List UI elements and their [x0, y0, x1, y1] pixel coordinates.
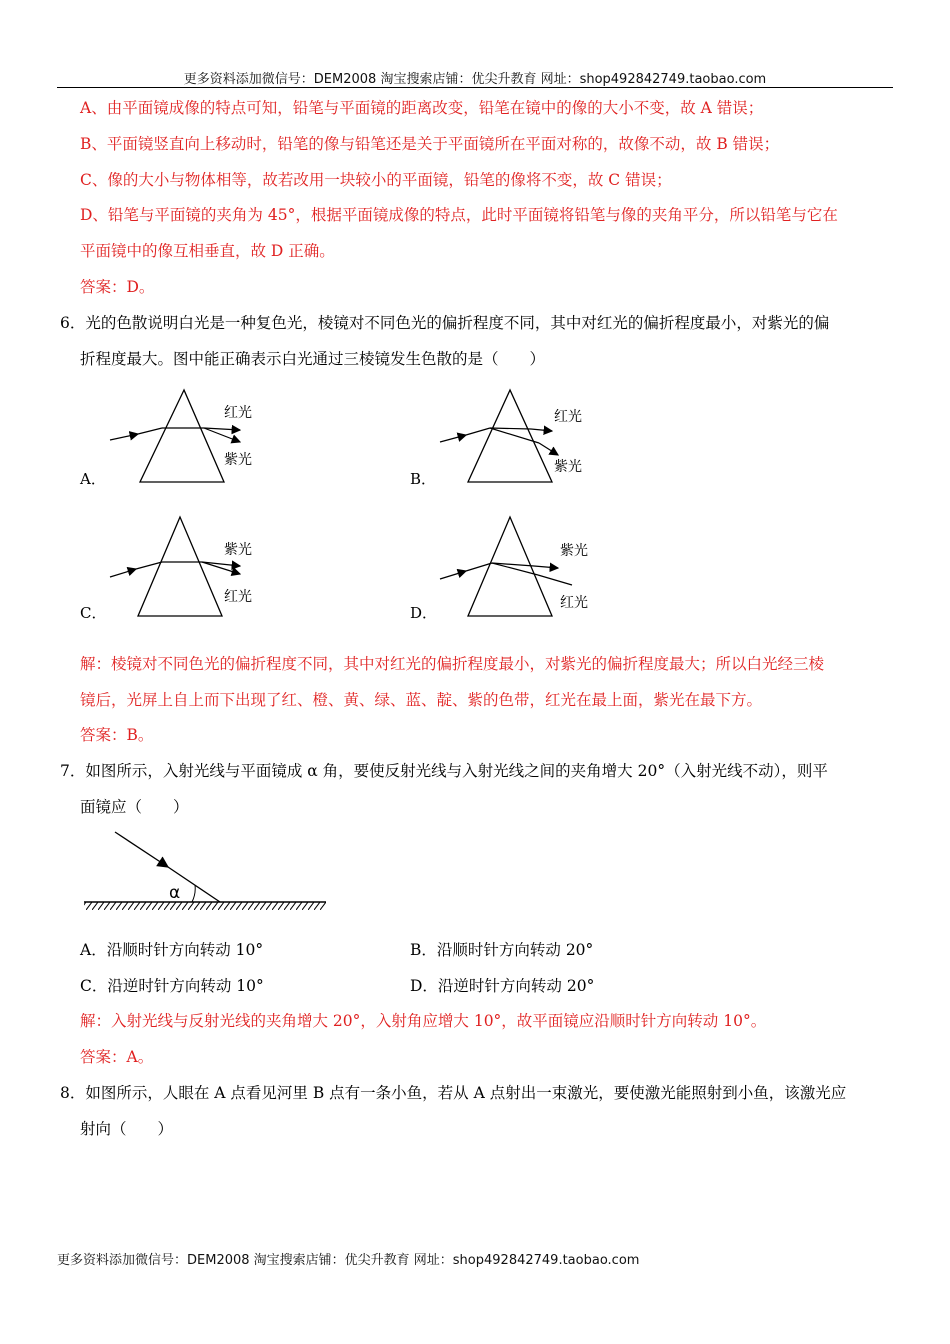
q7-mirror-diagram: [80, 822, 330, 917]
page-footer: 更多资料添加微信号：DEM2008 淘宝搜索店铺：优尖升教育 网址：shop492842749.taobao.com: [57, 1253, 640, 1268]
q8-stem-line1: 8．如图所示，人眼在 A 点看见河里 B 点有一条小鱼，若从 A 点射出一束激光，要使激光能照射到小鱼，该激光应: [60, 1084, 847, 1102]
svg-text:紫光: 紫光: [224, 542, 252, 558]
svg-text:红光: 红光: [560, 595, 588, 611]
q7-option-d[interactable]: D．沿逆时针方向转动 20°: [410, 977, 595, 995]
q6-option-b-label[interactable]: B．: [410, 470, 437, 488]
header-rule: [57, 87, 893, 88]
q6-option-d-label[interactable]: D．: [410, 604, 438, 622]
q6-explanation-line1: 解：棱镜对不同色光的偏折程度不同，其中对红光的偏折程度最小，对紫光的偏折程度最大；所以白光经三棱: [80, 655, 825, 673]
q6-option-b-diagram: [430, 385, 610, 490]
q7-stem-line2: 面镜应（ ）: [80, 798, 189, 816]
svg-text:红光: 红光: [554, 409, 582, 425]
q5-explanation-c: C、像的大小与物体相等，故若改用一块较小的平面镜，铅笔的像将不变，故 C 错误；: [80, 171, 672, 189]
angle-alpha-label: α: [169, 883, 181, 903]
q5-explanation-b: B、平面镜竖直向上移动时，铅笔的像与铅笔还是关于平面镜所在平面对称的，故像不动，故 B 错误；: [80, 135, 780, 153]
q6-option-c-diagram: [100, 512, 280, 622]
svg-text:紫光: 紫光: [554, 459, 582, 475]
q6-option-a-label[interactable]: A．: [80, 470, 106, 488]
q6-stem-line2: 折程度最大。图中能正确表示白光通过三棱镜发生色散的是（ ）: [80, 350, 546, 368]
q5-explanation-a: A、由平面镜成像的特点可知，铅笔与平面镜的距离改变，铅笔在镜中的像的大小不变，故 A 错误；: [80, 99, 764, 117]
q6-option-d-diagram: [430, 512, 610, 622]
q7-answer: 答案：A。: [80, 1048, 154, 1066]
prism-shape: [140, 390, 224, 482]
q8-stem-line2: 射向（ ）: [80, 1120, 174, 1138]
page-header: 更多资料添加微信号：DEM2008 淘宝搜索店铺：优尖升教育 网址：shop492842749.taobao.com: [183, 72, 767, 87]
q5-explanation-d1: D、铅笔与平面镜的夹角为 45°，根据平面镜成像的特点，此时平面镜将铅笔与像的夹角平分，所以铅笔与它在: [80, 206, 838, 224]
q5-explanation-d2: 平面镜中的像互相垂直，故 D 正确。: [80, 242, 335, 260]
q6-stem-line1: 6．光的色散说明白光是一种复色光，棱镜对不同色光的偏折程度不同，其中对红光的偏折程度最小，对紫光的偏: [60, 314, 830, 332]
svg-text:紫光: 紫光: [560, 543, 588, 559]
svg-text:红光: 红光: [224, 589, 252, 605]
q7-option-a[interactable]: A．沿顺时针方向转动 10°: [80, 941, 264, 959]
q7-option-b[interactable]: B．沿顺时针方向转动 20°: [410, 941, 594, 959]
q5-answer: 答案：D。: [80, 278, 155, 296]
q6-option-a-diagram: [100, 385, 280, 490]
q7-explanation: 解：入射光线与反射光线的夹角增大 20°，入射角应增大 10°，故平面镜应沿顺时针方向转动 10°。: [80, 1012, 767, 1030]
red-light-label: 红光: [224, 405, 252, 421]
q6-option-c-label[interactable]: C．: [80, 604, 107, 622]
violet-light-label: 紫光: [224, 452, 252, 468]
q7-stem-line1: 7．如图所示，入射光线与平面镜成 α 角，要使反射光线与入射光线之间的夹角增大 20°（入射光线不动），则平: [60, 762, 828, 780]
q6-answer: 答案：B。: [80, 726, 154, 744]
q6-explanation-line2: 镜后，光屏上自上而下出现了红、橙、黄、绿、蓝、靛、紫的色带，红光在最上面，紫光在最下方。: [80, 691, 763, 709]
q7-option-c[interactable]: C．沿逆时针方向转动 10°: [80, 977, 264, 995]
